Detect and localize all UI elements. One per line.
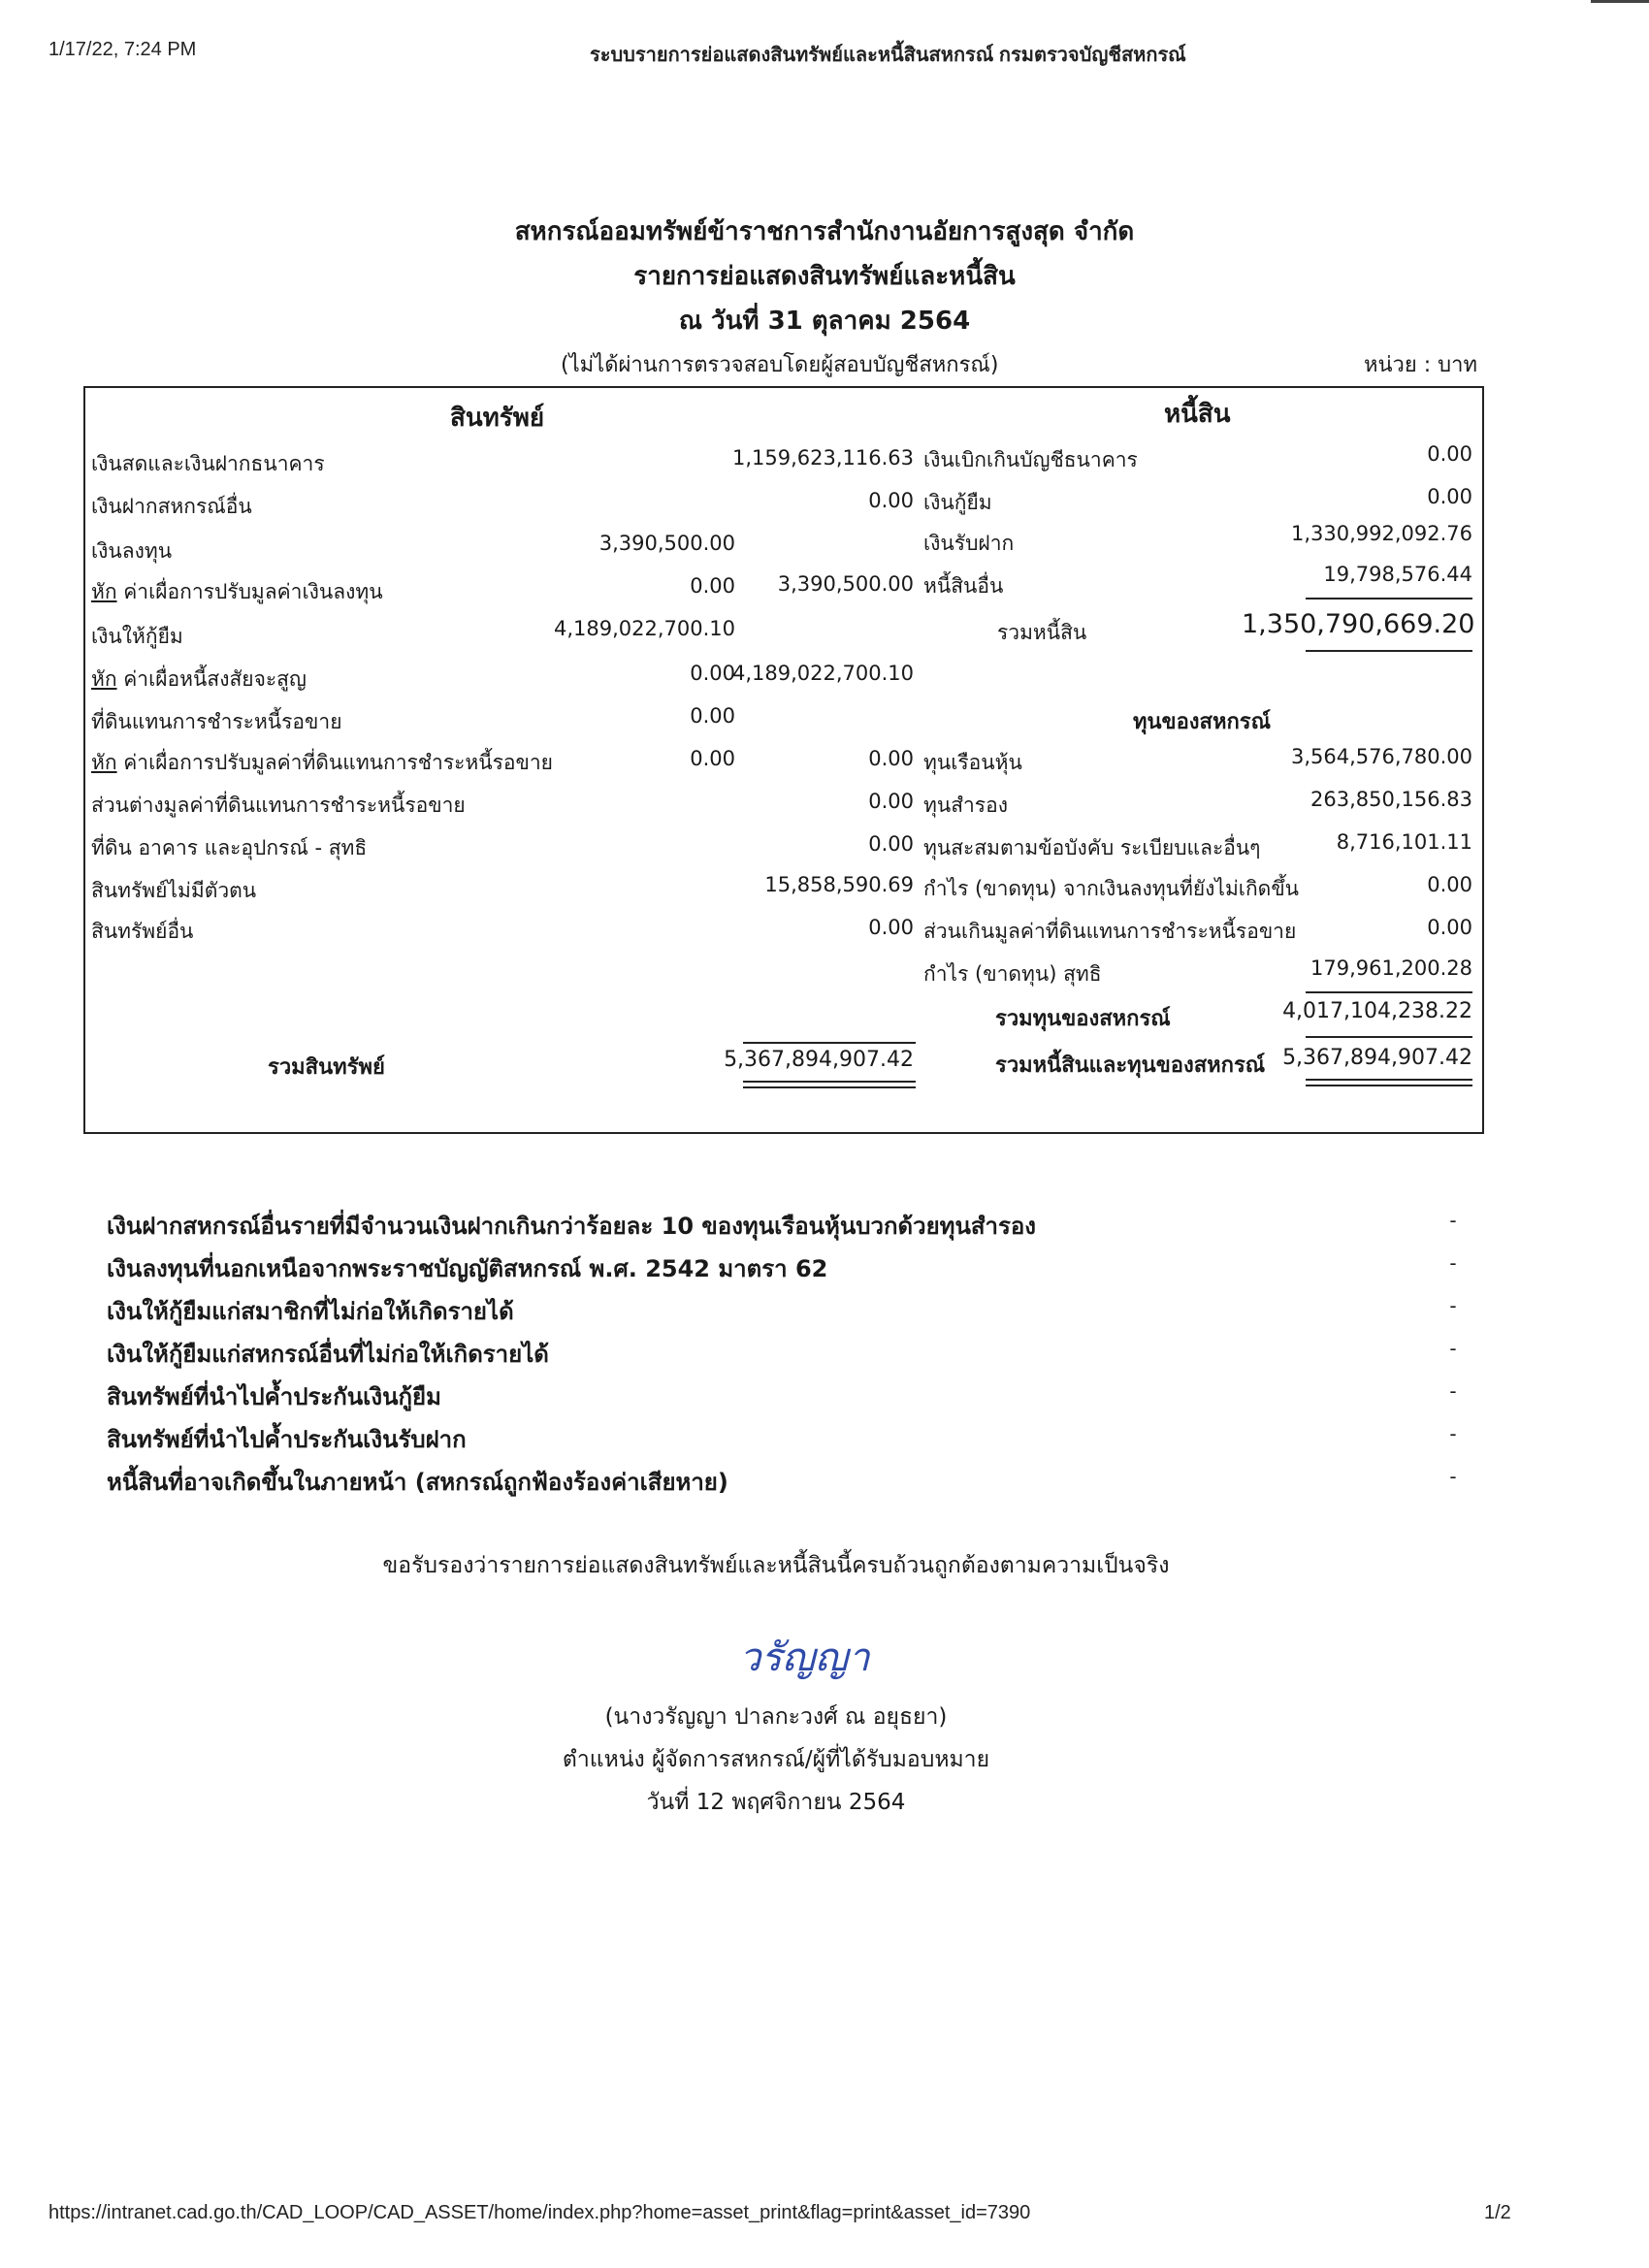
- total-equity-label: รวมทุนของสหกรณ์: [995, 1007, 1171, 1031]
- equity-heading: ทุนของสหกรณ์: [1133, 710, 1272, 734]
- asset-label: ค่าเผื่อการปรับมูลค่าที่ดินแทนการชำระหนี้รอขาย: [116, 751, 553, 774]
- asset-net-value: 0.00: [868, 790, 914, 813]
- equity-value: 263,850,156.83: [1310, 788, 1472, 811]
- asset-net-value: 0.00: [868, 916, 914, 939]
- equity-value: 0.00: [1427, 873, 1472, 896]
- liability-value: 0.00: [1427, 485, 1472, 508]
- asset-net-value: 0.00: [868, 832, 914, 856]
- asset-label: ที่ดิน อาคาร และอุปกรณ์ - สุทธิ: [91, 836, 368, 859]
- signatory-position: ตำแหน่ง ผู้จัดการสหกรณ์/ผู้ที่ได้รับมอบหมาย: [562, 1747, 990, 1772]
- note-value: -: [1449, 1465, 1457, 1488]
- liabilities-heading: หนี้สิน: [1164, 400, 1231, 429]
- asset-label: เงินให้กู้ยืม: [91, 625, 183, 648]
- liability-value: 1,330,992,092.76: [1290, 522, 1472, 545]
- asset-label: ค่าเผื่อหนี้สงสัยจะสูญ: [116, 667, 307, 691]
- asset-label: เงินฝากสหกรณ์อื่น: [91, 495, 252, 518]
- grand-total-label: รวมหนี้สินและทุนของสหกรณ์: [995, 1053, 1266, 1078]
- deduct-prefix: หัก: [91, 751, 117, 774]
- asset-label: เงินลงทุน: [91, 539, 173, 563]
- total-liabilities-label: รวมหนี้สิน: [997, 621, 1087, 644]
- equity-label: กำไร (ขาดทุน) สุทธิ: [923, 962, 1102, 986]
- equity-value: 179,961,200.28: [1310, 956, 1472, 980]
- note-value: -: [1449, 1251, 1457, 1275]
- total-assets-double-rule-2: [743, 1086, 916, 1088]
- asset-label: สินทรัพย์อื่น: [91, 920, 194, 943]
- equity-value: 0.00: [1427, 916, 1472, 939]
- asset-net-value: 0.00: [868, 747, 914, 770]
- unit-label: หน่วย : บาท: [1364, 353, 1478, 377]
- note-item: เงินให้กู้ยืมแก่สมาชิกที่ไม่ก่อให้เกิดรายได้: [107, 1298, 514, 1325]
- asset-net-value: 3,390,500.00: [777, 572, 914, 596]
- equity-label: ส่วนเกินมูลค่าที่ดินแทนการชำระหนี้รอขาย: [923, 920, 1297, 943]
- assets-heading: สินทรัพย์: [450, 404, 545, 433]
- note-value: -: [1449, 1294, 1457, 1317]
- asset-gross-value: 0.00: [690, 747, 735, 770]
- note-item: สินทรัพย์ที่นำไปค้ำประกันเงินกู้ยืม: [107, 1383, 441, 1410]
- asset-label: เงินสดและเงินฝากธนาคาร: [91, 452, 325, 475]
- grand-total-value: 5,367,894,907.42: [1282, 1046, 1472, 1070]
- system-title: ระบบรายการย่อแสดงสินทรัพย์และหนี้สินสหกรณ์ กรมตรวจบัญชีสหกรณ์: [590, 45, 1186, 66]
- note-item: สินทรัพย์ที่นำไปค้ำประกันเงินรับฝาก: [107, 1426, 467, 1453]
- signatory-name: (นางวรัญญา ปาลกะวงศ์ ณ อยุธยา): [604, 1704, 948, 1730]
- certification-statement: ขอรับรองว่ารายการย่อแสดงสินทรัพย์และหนี้สินนี้ครบถ้วนถูกต้องตามความเป็นจริง: [382, 1553, 1170, 1578]
- equity-label: กำไร (ขาดทุน) จากเงินลงทุนที่ยังไม่เกิดขึ้น: [923, 877, 1300, 900]
- liability-value: 19,798,576.44: [1323, 563, 1472, 586]
- grand-total-double-rule-2: [1306, 1085, 1472, 1086]
- signature-date: วันที่ 12 พฤศจิกายน 2564: [646, 1790, 906, 1815]
- note-value: -: [1449, 1337, 1457, 1360]
- scan-edge-mark: [1591, 0, 1649, 3]
- note-item: เงินให้กู้ยืมแก่สหกรณ์อื่นที่ไม่ก่อให้เกิดรายได้: [107, 1341, 549, 1368]
- equity-label: ทุนสะสมตามข้อบังคับ ระเบียบและอื่นๆ: [923, 836, 1261, 859]
- equity-label: ทุนสำรอง: [923, 794, 1008, 817]
- asset-net-value: 4,189,022,700.10: [731, 662, 914, 685]
- note-item: เงินลงทุนที่นอกเหนือจากพระราชบัญญัติสหกรณ์ พ.ศ. 2542 มาตรา 62: [107, 1255, 828, 1282]
- note-value: -: [1449, 1379, 1457, 1403]
- deduct-prefix: หัก: [91, 667, 117, 691]
- equity-subtotal-rule: [1306, 991, 1472, 993]
- deduct-prefix: หัก: [91, 580, 117, 603]
- asset-gross-value: 0.00: [690, 574, 735, 598]
- note-item: หนี้สินที่อาจเกิดขึ้นในภายหน้า (สหกรณ์ถูกฟ้องร้องค่าเสียหาย): [107, 1469, 728, 1496]
- total-assets-double-rule-1: [743, 1081, 916, 1083]
- equity-label: ทุนเรือนหุ้น: [923, 751, 1022, 774]
- print-datetime: 1/17/22, 7:24 PM: [48, 39, 197, 60]
- page-number: 1/2: [1484, 2202, 1511, 2223]
- asset-gross-value: 0.00: [690, 704, 735, 728]
- report-title: รายการย่อแสดงสินทรัพย์และหนี้สิน: [633, 262, 1016, 291]
- total-assets-value: 5,367,894,907.42: [724, 1048, 914, 1072]
- equity-value: 8,716,101.11: [1336, 830, 1472, 854]
- note-item: เงินฝากสหกรณ์อื่นรายที่มีจำนวนเงินฝากเกินกว่าร้อยละ 10 ของทุนเรือนหุ้นบวกด้วยทุนสำรอง: [107, 1213, 1037, 1240]
- total-liabilities-value: 1,350,790,669.20: [1242, 609, 1475, 639]
- note-value: -: [1449, 1422, 1457, 1445]
- asset-net-value: 1,159,623,116.63: [731, 446, 914, 470]
- liability-label: เงินรับฝาก: [923, 532, 1015, 555]
- print-url: https://intranet.cad.go.th/CAD_LOOP/CAD_ASSET/home/index.php?home=asset_print&flag=print&asset_id=7390: [48, 2202, 1031, 2223]
- asset-label: ที่ดินแทนการชำระหนี้รอขาย: [91, 710, 342, 733]
- note-value: -: [1449, 1209, 1457, 1232]
- signature: วรัญญา: [739, 1636, 870, 1680]
- asset-gross-value: 3,390,500.00: [598, 532, 735, 555]
- asset-label: สินทรัพย์ไม่มีตัวตน: [91, 879, 257, 902]
- total-equity-value: 4,017,104,238.22: [1282, 999, 1472, 1023]
- org-name: สหกรณ์ออมทรัพย์ข้าราชการสำนักงานอัยการสูงสุด จำกัด: [514, 217, 1135, 246]
- liability-label: เงินเบิกเกินบัญชีธนาคาร: [923, 448, 1138, 471]
- asset-label: ส่วนต่างมูลค่าที่ดินแทนการชำระหนี้รอขาย: [91, 794, 466, 817]
- asset-net-value: 15,858,590.69: [764, 873, 914, 896]
- total-equity-rule: [1306, 1036, 1472, 1038]
- equity-value: 3,564,576,780.00: [1290, 745, 1472, 768]
- report-date: ณ วันที่ 31 ตุลาคม 2564: [678, 307, 971, 336]
- asset-net-value: 0.00: [868, 489, 914, 512]
- asset-gross-value: 0.00: [690, 662, 735, 685]
- liability-label: เงินกู้ยืม: [923, 491, 992, 514]
- audit-note: (ไม่ได้ผ่านการตรวจสอบโดยผู้สอบบัญชีสหกรณ์): [561, 353, 999, 377]
- asset-label: ค่าเผื่อการปรับมูลค่าเงินลงทุน: [116, 580, 383, 603]
- liability-value: 0.00: [1427, 442, 1472, 466]
- total-assets-label: รวมสินทรัพย์: [268, 1055, 385, 1080]
- total-assets-top-rule: [743, 1042, 916, 1044]
- liability-label: หนี้สินอื่น: [923, 574, 1004, 598]
- total-liabilities-rule: [1306, 650, 1472, 652]
- grand-total-double-rule-1: [1306, 1079, 1472, 1081]
- asset-gross-value: 4,189,022,700.10: [553, 617, 735, 640]
- liabilities-subtotal-rule: [1306, 598, 1472, 599]
